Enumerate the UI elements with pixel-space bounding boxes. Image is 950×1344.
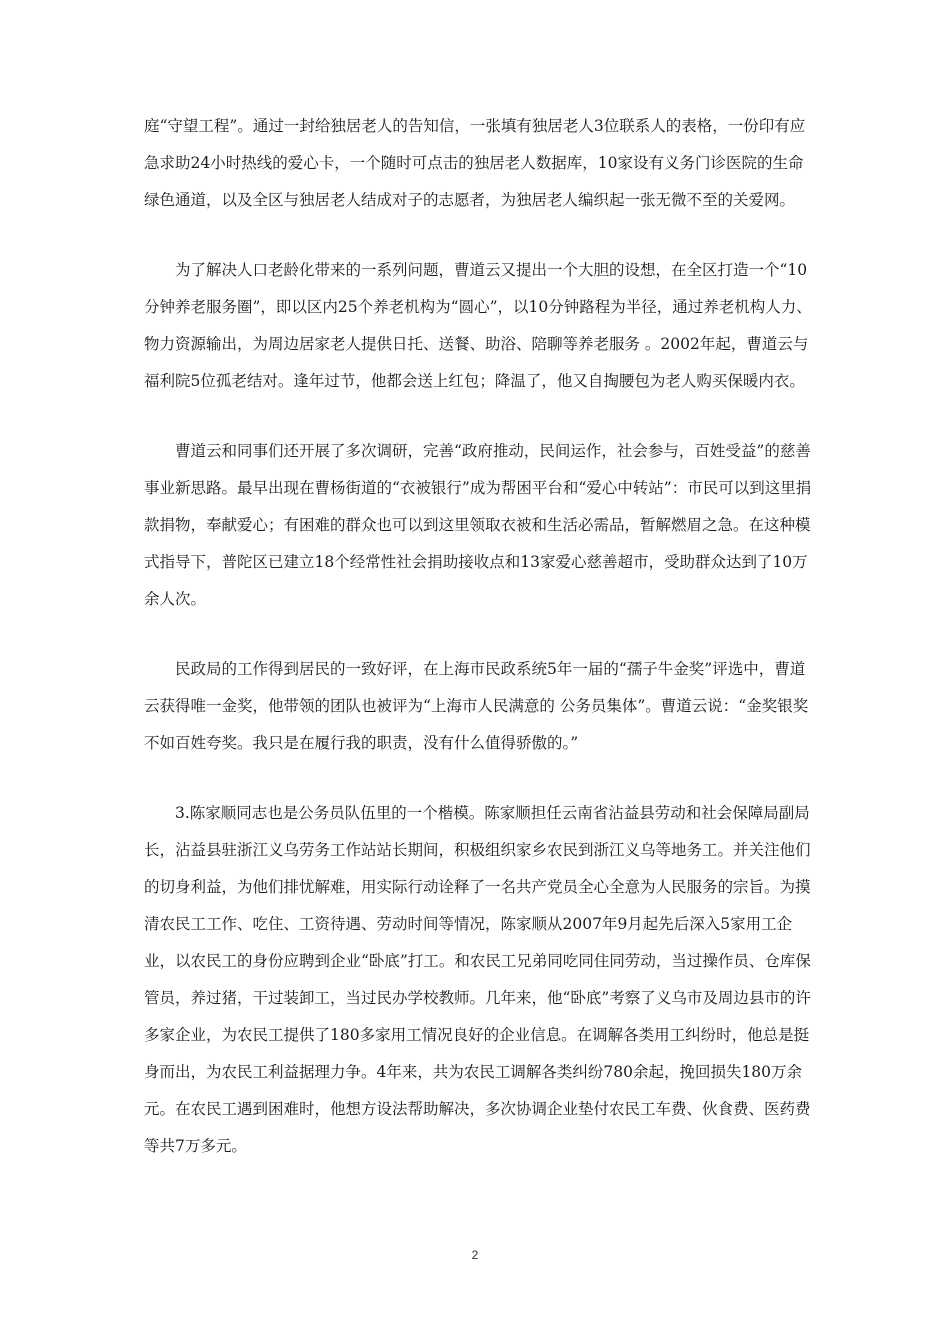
paragraph-chen-jiashun: 3.陈家顺同志也是公务员队伍里的一个楷模。陈家顺担任云南省沾益县劳动和社会保障局副局长，沾益县驻浙江义乌劳务工作站站长期间，积极组织家乡农民到浙江义乌等地务工。并关注他们的切身利益，为他们排忧解难，用实际行动诠释了一名共产党员全心全意为人民服务的宗旨。为摸清农民工工作、吃住、工资待遇、劳动时间等情况，陈家顺从2007年9月起先后深入5家用工企业，以农民工的身份应聘到企业“卧底”打工。和农民工兄弟同吃同住同劳动，当过操作员、仓库保管员，养过猪，干过装卸工，当过民办学校教师。几年来，他“卧底”考察了义乌市及周边县市的许多家企业，为农民工提供了180多家用工情况良好的企业信息。在调解各类用工纠纷时，他总是挺身而出，为农民工利益据理力争。4年来，共为农民工调解各类纠纷780余起，挽回损失180万余元。在农民工遇到困难时，他想方设法帮助解决，多次协调企业垫付农民工车费、伙食费、医药费等共7万多元。 — [144, 804, 811, 1155]
paragraph-charity-research: 曹道云和同事们还开展了多次调研，完善“政府推动，民间运作，社会参与，百姓受益”的慈善事业新思路。最早出现在曹杨街道的“衣被银行”成为帮困平台和“爱心中转站”：市民可以到这里捐款捐物，奉献爱心；有困难的群众也可以到这里领取衣被和生活必需品，暂解燃眉之急。在这种模式指导下，普陀区已建立18个经常性社会捐助接收点和13家爱心慈善超市，受助群众达到了10万余人次。 — [144, 442, 812, 608]
page-number: 2 — [471, 1248, 479, 1262]
paragraph-continuation: 庭“守望工程”。通过一封给独居老人的告知信，一张填有独居老人3位联系人的表格，一份印有应急求助24小时热线的爱心卡，一个随时可点击的独居老人数据库，10家设有义务门诊医院的生命绿色通道，以及全区与独居老人结成对子的志愿者，为独居老人编织起一张无微不至的关爱网。 — [144, 117, 806, 209]
paragraph-elderly-service-circle: 为了解决人口老龄化带来的一系列问题，曹道云又提出一个大胆的设想，在全区打造一个“10分钟养老服务圈”，即以区内25个养老机构为“圆心”，以10分钟路程为半径，通过养老机构人力、物力资源输出，为周边居家老人提供日托、送餐、助浴、陪聊等养老服务 。2002年起，曹道云与福利院5位孤老结对。逢年过节，他都会送上红包；降温了，他又自掏腰包为老人购买保暖内衣。 — [144, 261, 812, 390]
paragraph-golden-award: 民政局的工作得到居民的一致好评，在上海市民政系统5年一届的“孺子牛金奖”评选中，曹道云获得唯一金奖，他带领的团队也被评为“上海市人民满意的 公务员集体”。曹道云说：“金奖银奖不如百姓夸奖。我只是在履行我的职责，没有什么值得骄傲的。” — [144, 660, 809, 752]
document-page — [144, 108, 816, 1198]
